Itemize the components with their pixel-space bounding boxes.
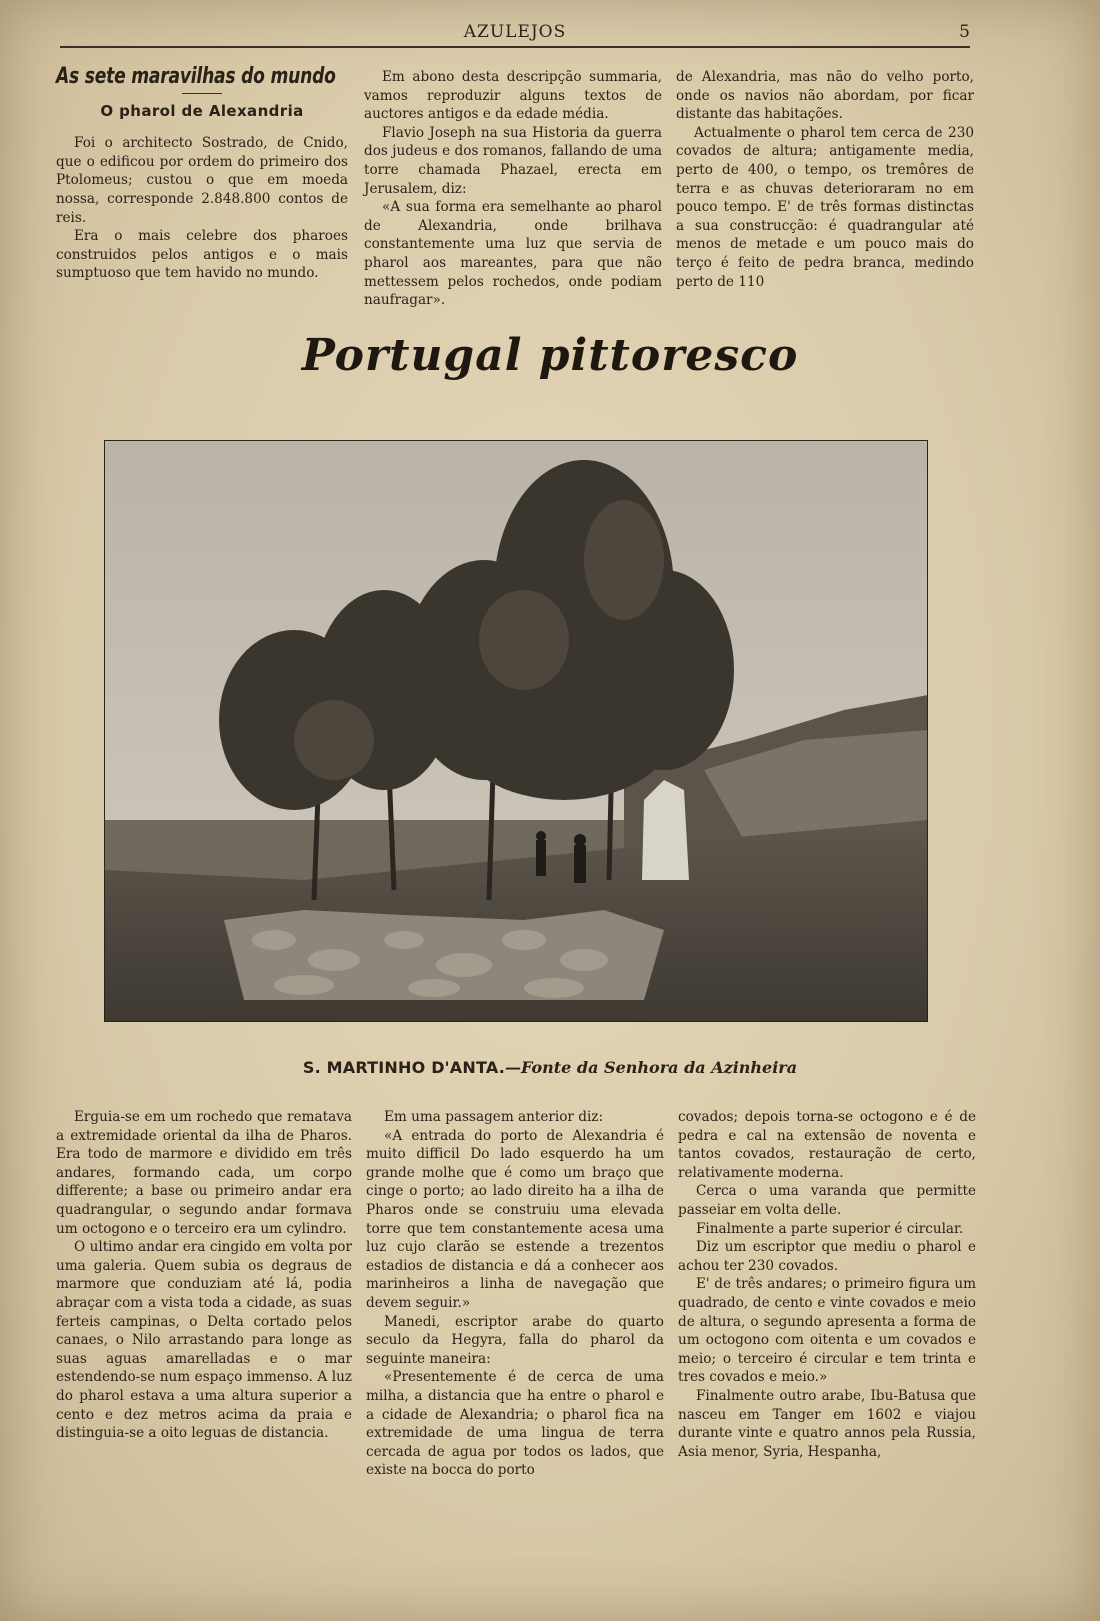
article-subtitle: O pharol de Alexandria (100, 101, 304, 120)
article-title: As sete maravilhas do mundo (56, 64, 336, 89)
paragraph: Finalmente outro arabe, Ibu-Batusa que nasceu em Tanger em 1602 e viajou durante vinte e quatro annos pela Russia, Asia menor, Syria, Hespanha, (678, 1387, 976, 1460)
paragraph: O ultimo andar era cingido em volta por uma galeria. Quem subia os degraus de marmore que conduziam até lá, podia abraçar com a vista toda a cidade, as suas ferteis campinas, o Delta cortado pelos canaes, o Nilo arrastando para longe as suas aguas amarelladas e o mar estendendo-se num espaço immenso. A luz do pharol estava a uma altura superior a cento e dez metros acima da praia e distinguia-se a oito leguas de distancia. (56, 1239, 352, 1442)
photo-caption (0, 1058, 1100, 1077)
section-heading: Portugal pittoresco (301, 330, 799, 381)
header-rule (60, 46, 970, 48)
page-number: 5 (959, 22, 970, 42)
page-header (60, 20, 970, 48)
top-column-3 (676, 68, 974, 291)
top-column-2 (364, 68, 662, 310)
paragraph: Flavio Joseph na sua Historia da guerra dos judeus e dos romanos, fallando de uma torre chamada Phazael, erecta em Jerusalem, diz: (364, 124, 662, 197)
paragraph: Em uma passagem anterior diz: (384, 1109, 604, 1125)
paragraph: Actualmente o pharol tem cerca de 230 covados de altura; antigamente media, perto de 400, o tempo, os tremôres de terra e as chuvas deterioraram no em pouco tempo. E' de três formas distinctas a sua construcção: é quadrangular até menos de metade e um pouco mais do terço é feito de pedra branca, medindo perto de 110 (676, 124, 974, 290)
paragraph: de Alexandria, mas não do velho porto, onde os navios não abordam, por ficar distante das habitações. (676, 69, 974, 123)
publication-title: AZULEJOS (463, 22, 567, 42)
bottom-column-1 (56, 1108, 352, 1443)
paragraph: Foi o architecto Sostrado, de Cnido, que o edificou por ordem do primeiro dos Ptolomeus; custou o que em moeda nossa, corresponde 2.848.800 contos de reis. (56, 135, 348, 226)
paragraph: «A entrada do porto de Alexandria é muito difficil Do lado esquerdo ha um grande molhe que é como um braço que cinge o porto; ao lado direito ha a ilha de Pharos onde se construiu uma elevada torre que tem constantemente acesa uma luz cujo clarão se estende a trezentos estadios de distancia e dá a conhecer aos marinheiros a linha de navegação que devem seguir.» (366, 1127, 664, 1311)
paragraph: «A sua forma era semelhante ao pharol de Alexandria, onde brilhava constantemente uma luz que servia de pharol aos mareantes, para que não mettessem pelos rochedos, onde podiam naufragar». (364, 199, 662, 309)
photo-illustration (104, 440, 928, 1022)
paragraph: «Presentemente é de cerca de uma milha, a distancia que ha entre o pharol e a cidade de Alexandria; o pharol fica na extremidade de uma lingua de terra cercada de agua por todos os lados, que existe na bocca do porto (366, 1369, 664, 1479)
caption-place: S. MARTINHO D'ANTA. (302, 1058, 505, 1077)
landscape-photo (104, 440, 928, 1022)
paragraph: Era o mais celebre dos pharoes construidos pelos antigos e o mais sumptuoso que tem havido no mundo. (56, 228, 348, 282)
paragraph: Em abono desta descripção summaria, vamos reproduzir alguns textos de auctores antigos e da edade média. (364, 69, 662, 123)
bottom-column-3 (678, 1108, 976, 1461)
paragraph: Finalmente a parte superior é circular. (696, 1220, 964, 1237)
caption-description: —Fonte da Senhora da Azinheira (504, 1058, 798, 1077)
top-column-1 (56, 64, 348, 283)
paragraph: covados; depois torna-se octogono e é de pedra e cal na extensão de noventa e tantos covados, restauração de certo, relativamente moderna. (678, 1109, 976, 1181)
paragraph: Erguia-se em um rochedo que rematava a extremidade oriental da ilha de Pharos. Era todo de marmore e dividido em três andares, formando cada, um corpo differente; a base ou primeiro andar era quadrangular, o segundo andar formava um octogono e o terceiro era um cylindro. (56, 1109, 352, 1237)
paragraph: Manedi, escriptor arabe do quarto seculo da Hegyra, falla do pharol da seguinte maneira: (366, 1313, 664, 1367)
title-divider (182, 93, 222, 94)
paragraph: Diz um escriptor que mediu o pharol e achou ter 230 covados. (678, 1239, 976, 1274)
paragraph: E' de três andares; o primeiro figura um quadrado, de cento e vinte covados e meio de altura, o segundo apresenta a forma de um octogono com oitenta e um covados e meio; o terceiro é circular e tem trinta e tres covados e meio.» (678, 1276, 976, 1386)
bottom-column-2 (366, 1108, 664, 1480)
paragraph: Cerca o uma varanda que permitte passeiar em volta delle. (678, 1183, 976, 1218)
